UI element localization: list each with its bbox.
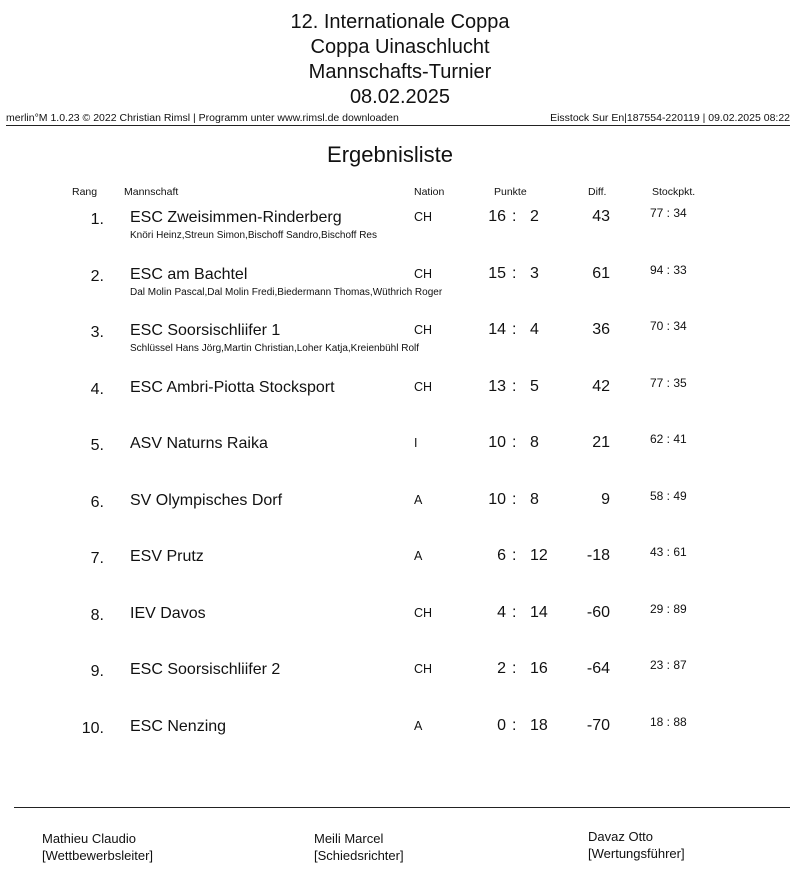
team-name: ESC Soorsischliifer 2 [130,661,281,678]
points-separator: : [512,264,517,282]
points-for: 4 [497,603,506,621]
team-name: ESC Ambri-Piotta Stocksport [130,378,335,396]
document-header [0,10,800,110]
col-punkte: Punkte [494,186,527,198]
stockpoints-cell: 62 : 41 [650,432,687,446]
nation-cell: CH [414,379,433,394]
nation-cell: CH [414,605,433,620]
points-separator: : [512,490,517,508]
team-name: SV Olympisches Dorf [130,491,283,509]
team-name: ASV Naturns Raika [130,435,268,452]
table-row [0,261,800,311]
diff-cell: 42 [592,377,610,395]
signature-role: [Wettbewerbsleiter] [42,848,154,863]
points-separator: : [512,321,517,338]
points-separator: : [512,547,517,564]
rank-cell: 10. [81,719,104,737]
signature-name: Meili Marcel [314,831,384,846]
stockpoints-cell: 18 : 88 [650,714,687,729]
stockpoints-cell: 29 : 89 [650,601,687,616]
signature-wettbewerbsleiter [42,830,153,864]
rank-cell: 3. [90,324,104,341]
team-name: IEV Davos [130,604,206,622]
signature-role: [Schiedsrichter] [314,848,404,863]
points-against: 12 [530,547,548,564]
points-against: 2 [530,208,539,225]
points-separator: : [512,660,517,677]
points-against: 8 [530,434,539,451]
diff-cell: 21 [592,434,610,451]
points-for: 13 [488,377,506,395]
table-row [0,600,800,650]
signature-role: [Wertungsführer] [588,846,685,861]
signature-name: Davaz Otto [588,829,654,844]
points-for: 0 [497,716,506,734]
signature-name: Mathieu Claudio [42,831,136,846]
event-title: 12. Internationale Coppa [290,11,510,33]
nation-cell: I [414,436,418,450]
col-nation: Nation [414,186,445,198]
diff-cell: -18 [586,547,610,564]
stockpoints-cell: 70 : 34 [650,319,687,333]
table-row [0,317,800,367]
rank-cell: 2. [90,267,104,285]
nation-cell: CH [414,266,433,281]
diff-cell: 61 [592,264,610,282]
stockpoints-cell: 94 : 33 [650,262,687,277]
table-row [0,430,800,480]
stockpoints-cell: 77 : 35 [650,375,687,390]
points-separator: : [512,377,517,395]
points-separator: : [512,716,517,734]
points-for: 10 [488,490,506,508]
points-against: 16 [530,660,548,677]
list-title: Ergebnisliste [327,142,453,167]
rank-cell: 4. [90,380,104,398]
rank-cell: 5. [90,437,104,454]
points-for: 10 [488,434,506,451]
points-for: 16 [488,208,506,225]
col-stockpkt: Stockpkt. [652,186,696,198]
footer-divider [14,807,790,808]
software-info: merlin°M 1.0.23 © 2022 Christian Rimsl | Programm unter www.rimsl.de downloaden [6,112,399,124]
table-row [0,713,800,763]
table-row [0,374,800,424]
rank-cell: 9. [90,663,104,680]
diff-cell: 9 [601,490,610,508]
diff-cell: -60 [586,603,610,621]
stockpoints-cell: 77 : 34 [650,206,687,220]
stockpoints-cell: 23 : 87 [650,658,687,672]
stockpoints-cell: 43 : 61 [650,545,687,559]
meta-divider [6,125,790,126]
rank-cell: 6. [90,493,104,511]
team-name: ESC am Bachtel [130,265,248,283]
print-info: Eisstock Sur En|187554-220119 | 09.02.2025 08:22 [550,112,790,124]
nation-cell: CH [414,210,433,224]
nation-cell: CH [414,323,433,337]
points-for: 6 [497,547,506,564]
rank-cell: 7. [90,550,104,567]
team-name: ESC Soorsischliifer 1 [130,322,281,339]
stockpoints-cell: 58 : 49 [650,488,687,503]
event-date: 08.02.2025 [349,86,451,108]
points-for: 14 [488,321,506,338]
points-against: 5 [530,377,539,395]
points-against: 8 [530,490,539,508]
tournament-type: Mannschafts-Turnier [308,61,492,83]
signature-wertungsfuehrer [588,828,685,862]
diff-cell: -64 [586,660,610,677]
nation-cell: A [414,718,423,733]
points-against: 18 [530,716,548,734]
col-rang: Rang [72,186,98,198]
points-against: 3 [530,264,539,282]
points-for: 15 [488,264,506,282]
team-name: ESC Nenzing [130,717,227,735]
points-separator: : [512,434,517,451]
team-players: Knöri Heinz,Streun Simon,Bischoff Sandro,Bischoff Res [130,230,377,241]
event-subtitle: Coppa Uinaschlucht [310,36,490,58]
nation-cell: A [414,549,423,563]
table-row [0,204,800,254]
diff-cell: 36 [592,321,610,338]
team-name: ESV Prutz [130,548,204,565]
signature-schiedsrichter [314,830,404,864]
nation-cell: CH [414,662,433,676]
team-players: Schlüssel Hans Jörg,Martin Christian,Loher Katja,Kreienbühl Rolf [130,343,420,354]
rank-cell: 8. [90,606,104,624]
nation-cell: A [414,492,423,507]
team-name: ESC Zweisimmen-Rinderberg [130,209,342,226]
points-separator: : [512,603,517,621]
team-players: Dal Molin Pascal,Dal Molin Fredi,Biedermann Thomas,Wüthrich Roger [130,286,443,298]
table-row [0,656,800,706]
rank-cell: 1. [90,211,104,228]
diff-cell: 43 [592,208,610,225]
table-row [0,487,800,537]
diff-cell: -70 [586,716,610,734]
points-separator: : [512,208,517,225]
col-mannschaft: Mannschaft [124,186,179,198]
points-for: 2 [497,660,506,677]
points-against: 14 [530,603,548,621]
table-row [0,543,800,593]
col-diff: Diff. [588,186,607,198]
points-against: 4 [530,321,539,338]
